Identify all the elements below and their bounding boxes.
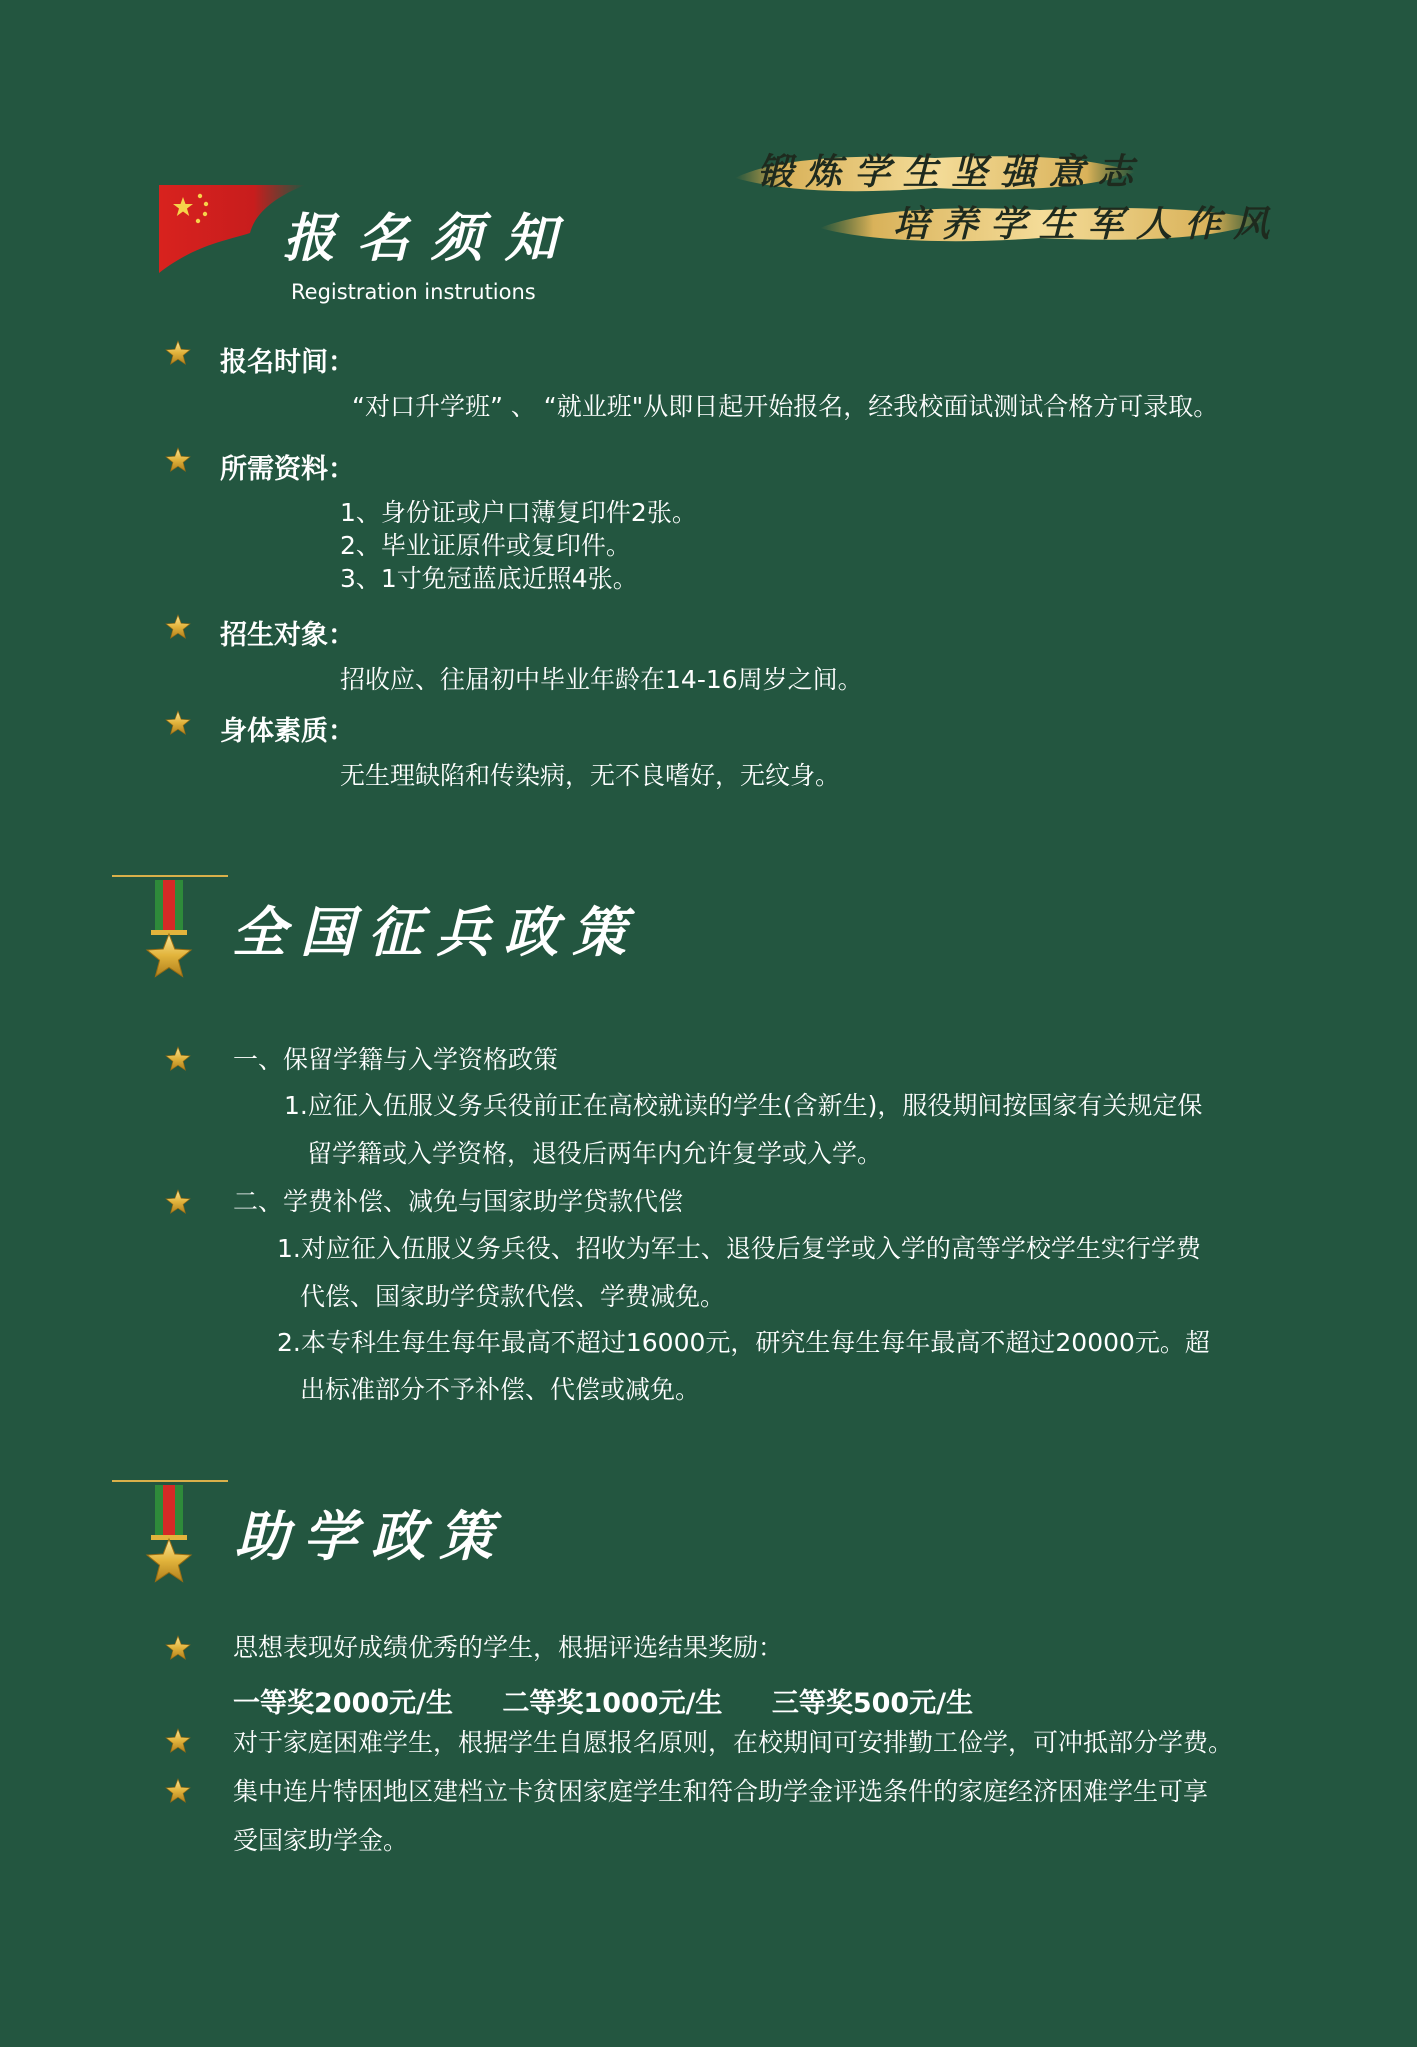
slogan-banner [735,140,1282,250]
conscription-title: 全国征兵政策 [232,900,641,964]
star-bullet-icon [165,447,191,473]
star-bullet-icon [165,614,191,640]
aid-item2: 对于家庭困难学生，根据学生自愿报名原则，在校期间可安排勤工俭学，可冲抵部分学费。 [233,1728,1234,1757]
star-bullet-icon [165,1635,191,1661]
slogan-line-1: 锻炼学生坚强意志 [757,151,1146,193]
materials-item: 2、毕业证原件或复印件。 [340,531,631,560]
star-bullet-icon [165,710,191,736]
star-bullet-icon [165,1778,191,1804]
star-bullet-icon [165,1189,191,1215]
aid-awards [233,1681,973,1720]
conscription-item2-line4: 出标准部分不予补偿、代偿或减免。 [300,1375,701,1404]
conscription-item2-head: 二、学费补偿、减免与国家助学贷款代偿 [233,1187,684,1216]
registration-subtitle: Registration instrutions [291,280,536,304]
aid-item1: 思想表现好成绩优秀的学生，根据评选结果奖励： [233,1633,784,1662]
conscription-item2-line1: 1.对应征入伍服义务兵役、招收为军士、退役后复学或入学的高等学校学生实行学费 [277,1234,1201,1263]
award-third: 三等奖500元/生 [771,1688,974,1719]
materials-item: 3、1寸免冠蓝底近照4张。 [340,564,638,593]
award-first: 一等奖2000元/生 [233,1688,454,1719]
materials-label: 所需资料： [220,454,355,485]
conscription-item1-line1: 1.应征入伍服义务兵役前正在高校就读的学生(含新生)，服役期间按国家有关规定保 [284,1091,1203,1120]
aid-item3-line1: 集中连片特困地区建档立卡贫困家庭学生和符合助学金评选条件的家庭经济困难学生可享 [233,1777,1209,1806]
star-bullet-icon [165,1046,191,1072]
health-label: 身体素质： [220,716,355,747]
materials-item: 1、身份证或户口薄复印件2张。 [340,498,697,527]
target-label: 招生对象： [220,620,355,651]
aid-title: 助学政策 [235,1504,508,1568]
medal-icon [110,1479,230,1595]
award-second: 二等奖1000元/生 [502,1688,723,1719]
star-bullet-icon [165,340,191,366]
registration-time-label: 报名时间： [220,347,355,378]
conscription-item1-line2: 留学籍或入学资格，退役后两年内允许复学或入学。 [307,1139,883,1168]
registration-time-text: “对口升学班” 、 “就业班"从即日起开始报名，经我校面试测试合格方可录取。 [352,392,1219,421]
target-text: 招收应、往届初中毕业年龄在14-16周岁之间。 [340,665,863,694]
conscription-item2-line2: 代偿、国家助学贷款代偿、学费减免。 [300,1282,726,1311]
aid-item3-line2: 受国家助学金。 [233,1826,409,1855]
slogan-line-2: 培养学生军人作风 [893,203,1282,245]
conscription-item1-head: 一、保留学籍与入学资格政策 [233,1045,559,1074]
medal-icon [110,874,230,990]
health-text: 无生理缺陷和传染病，无不良嗜好，无纹身。 [340,761,841,790]
star-bullet-icon [165,1728,191,1754]
registration-title: 报名须知 [283,208,579,269]
conscription-item2-line3: 2.本专科生每生每年最高不超过16000元，研究生每生每年最高不超过20000元。超 [277,1328,1210,1357]
